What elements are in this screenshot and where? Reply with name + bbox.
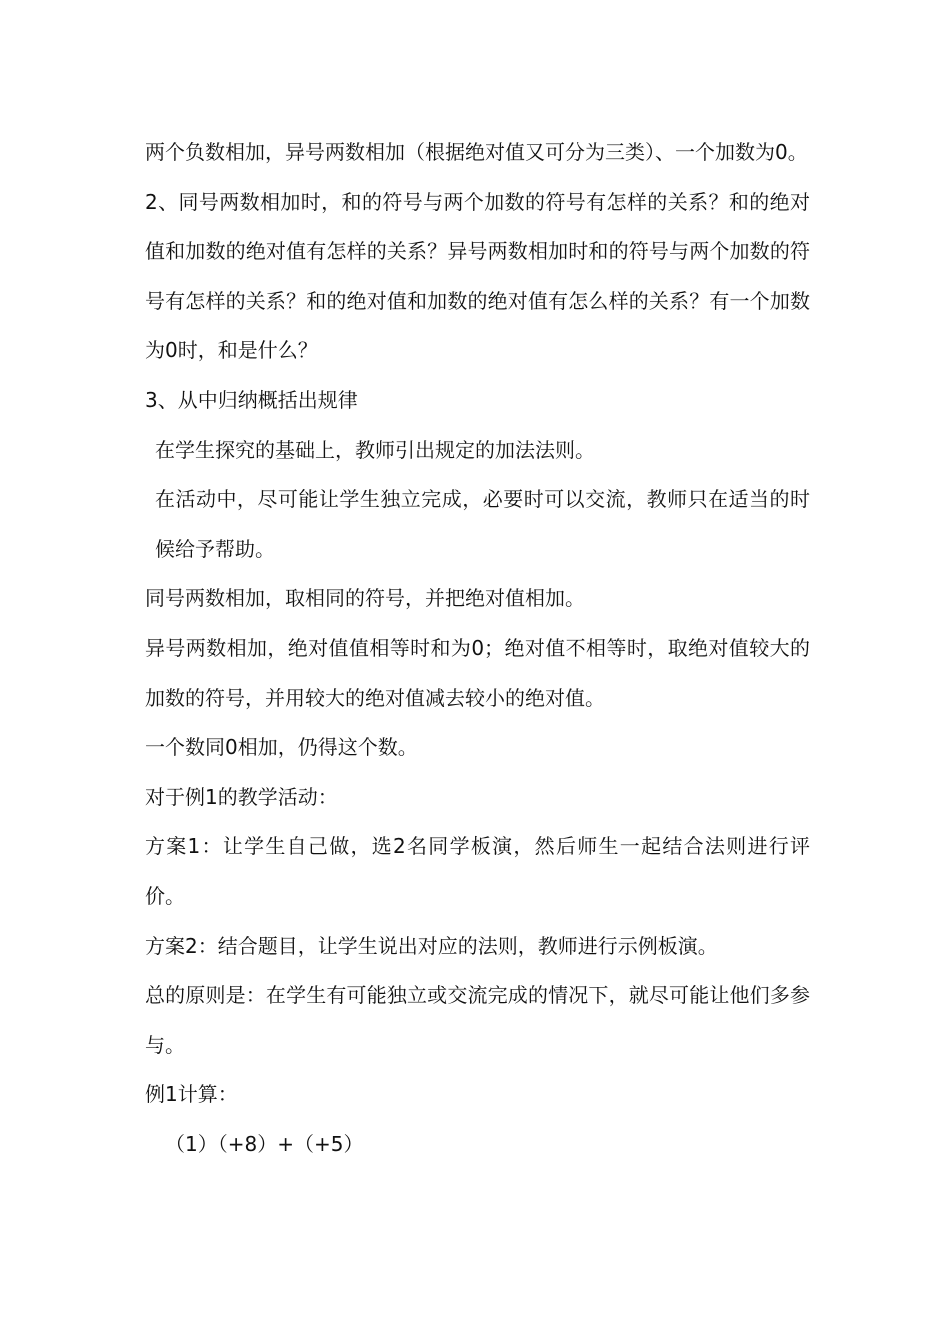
paragraph-plan-1: 方案1：让学生自己做，选2名同学板演，然后师生一起结合法则进行评价。 (145, 834, 810, 908)
paragraph-example-1-item-1: （1）（+8）+（+5） (165, 1131, 364, 1156)
paragraph-principle: 总的原则是：在学生有可能独立或交流完成的情况下，就尽可能让他们多参与。 (145, 983, 810, 1057)
paragraph-plan-2: 方案2：结合题目，让学生说出对应的法则，教师进行示例板演。 (145, 933, 718, 958)
paragraph-activity: 在活动中，尽可能让学生独立完成，必要时可以交流，教师只在适当的时候给予帮助。 (155, 487, 810, 561)
paragraph-example-activity: 对于例1的教学活动： (145, 784, 338, 809)
paragraph-rule-zero: 一个数同0相加，仍得这个数。 (145, 735, 418, 760)
paragraph-rule-same-sign: 同号两数相加，取相同的符号，并把绝对值相加。 (145, 586, 585, 611)
paragraph-step-3: 3、从中归纳概括出规律 (145, 387, 358, 412)
paragraph-addition-cases: 两个负数相加，异号两数相加（根据绝对值又可分为三类）、一个加数为0。 (145, 140, 808, 164)
paragraph-teacher-rule: 在学生探究的基础上，教师引出规定的加法法则。 (155, 437, 595, 462)
paragraph-question-2: 2、同号两数相加时，和的符号与两个加数的符号有怎样的关系？和的绝对值和加数的绝对值有怎样的关系？异号两数相加时和的符号与两个加数的符号有怎样的关系？和的绝对值和加数的绝对值有怎么样的关系？有一个加数为0时，和是什么？ (145, 189, 810, 363)
document-body (145, 128, 810, 1169)
paragraph-rule-opposite-sign: 异号两数相加，绝对值值相等时和为0；绝对值不相等时，取绝对值较大的加数的符号，并用较大的绝对值减去较小的绝对值。 (145, 635, 810, 710)
paragraph-example-1: 例1计算： (145, 1082, 238, 1107)
